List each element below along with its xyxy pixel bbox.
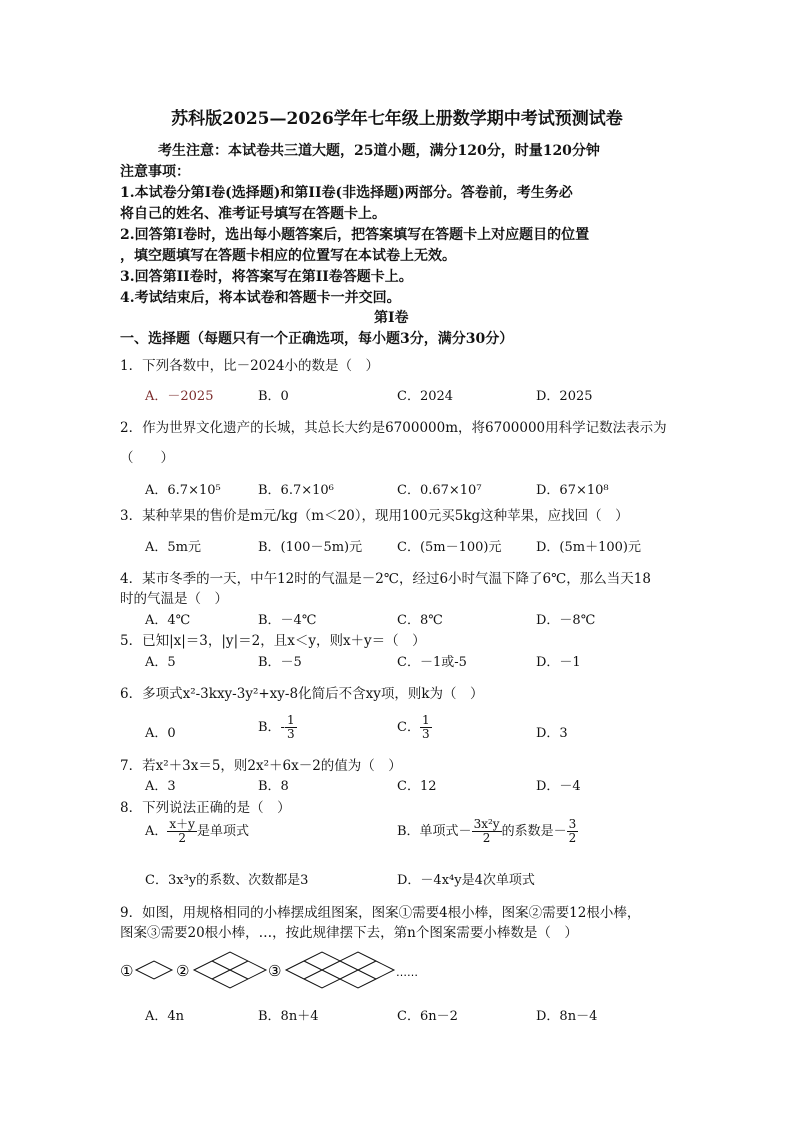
exam-title: 苏科版2025—2026学年七年级上册数学期中考试预测试卷 (171, 109, 623, 129)
q2-option-b: B．6.7×10⁶ (258, 483, 334, 498)
fraction-numerator: 3 (568, 817, 577, 831)
pattern-2 (194, 952, 266, 988)
figure-label-2: ② (176, 962, 190, 980)
q9-option-c: C．6n－2 (397, 1009, 458, 1024)
q7-option-d: D．－4 (536, 779, 581, 794)
q8-option-b (397, 818, 578, 845)
question-2-stem: 2．作为世界文化遗产的长城，其总长大约是6700000m，将6700000用科学记数法表示为 (120, 420, 667, 436)
q8-b-fraction-2 (567, 818, 579, 845)
q6-option-a: A．0 (145, 726, 176, 741)
fraction-denominator: 3 (286, 727, 295, 741)
question-4-stem-cont: 时的气温是（ ） (120, 591, 228, 607)
stick-pattern-figure (120, 948, 430, 994)
q4-option-b: B．－4℃ (258, 613, 317, 628)
q7-option-b: B．8 (258, 779, 289, 794)
q6-option-b (258, 714, 297, 741)
q8-b-text: 的系数是－ (501, 824, 567, 839)
fraction-denominator: 2 (178, 831, 186, 845)
q6-option-b-fraction (285, 714, 297, 741)
q5-option-d: D．－1 (536, 655, 581, 670)
q8-option-a (145, 818, 249, 845)
q6-option-c (397, 714, 432, 741)
q2-option-d: D．67×10⁸ (536, 483, 609, 498)
q9-option-a: A．4n (145, 1009, 185, 1024)
pattern-1 (136, 961, 172, 979)
q8-b-fraction (472, 818, 502, 845)
q3-option-a: A．5m元 (145, 540, 201, 555)
question-7-stem: 7．若x²＋3x＝5，则2x²＋6x－2的值为（ ） (120, 758, 402, 774)
section-heading: 一、选择题（每题只有一个正确选项，每小题3分，满分30分） (120, 331, 514, 347)
q9-option-b: B．8n＋4 (258, 1009, 319, 1024)
question-9-stem: 9．如图，用规格相同的小棒摆成组图案，图案①需要4根小棒，图案②需要12根小棒， (120, 905, 641, 921)
fraction-numerator: 3x²y (473, 817, 500, 831)
fraction-numerator: 1 (286, 713, 295, 727)
fraction-denominator: 2 (482, 831, 491, 845)
q4-option-a: A．4℃ (145, 613, 191, 628)
fraction-numerator: 1 (421, 713, 430, 727)
q4-option-c: C．8℃ (397, 613, 443, 628)
question-6-stem: 6．多项式x²-3kxy-3y²+xy-8化简后不含xy项，则k为（ ） (120, 686, 484, 702)
q8-option-c: C．3x³y的系数、次数都是3 (145, 873, 309, 888)
q8-a-fraction (167, 818, 197, 845)
fraction-denominator: 2 (568, 831, 577, 845)
q1-option-a: A．－2025 (145, 389, 214, 404)
pattern-3 (286, 952, 394, 988)
part-heading: 第Ⅰ卷 (374, 310, 409, 326)
q8-a-label: A． (145, 824, 168, 839)
notice-item-2b: ，填空题填写在答题卡相应的位置写在本试卷上无效。 (120, 248, 456, 264)
question-2-stem-cont: （ ） (120, 450, 174, 466)
notice-item-4: 4.考试结束后，将本试卷和答题卡一并交回。 (120, 290, 401, 306)
notice-item-1b: 将自己的姓名、准考证号填写在答题卡上。 (120, 206, 386, 222)
question-5-stem: 5．已知|x|＝3，|y|＝2，且x＜y，则x＋y＝（ ） (120, 633, 426, 649)
question-8-stem: 8．下列说法正确的是（ ） (120, 800, 291, 816)
q5-option-c: C．－1或-5 (397, 655, 467, 670)
notice-line: 考生注意：本试卷共三道大题，25道小题，满分120分，时量120分钟 (158, 143, 600, 159)
q2-option-a: A．6.7×10⁵ (145, 483, 221, 498)
notice-item-2a: 2.回答第Ⅰ卷时，选出每小题答案后，把答案填写在答题卡上对应题目的位置 (120, 227, 590, 243)
notice-heading: 注意事项： (120, 164, 190, 180)
question-4-stem: 4．某市冬季的一天，中午12时的气温是－2℃，经过6小时气温下降了6℃，那么当天18 (120, 571, 651, 587)
q3-option-b: B．(100－5m)元 (258, 540, 363, 555)
q6-option-d: D．3 (536, 726, 568, 741)
q6-option-c-label: C． (397, 720, 420, 735)
fraction-numerator: x＋y (169, 817, 195, 831)
q1-option-c: C．2024 (397, 389, 454, 404)
q3-option-c: C．(5m－100)元 (397, 540, 502, 555)
fraction-denominator: 3 (421, 727, 430, 741)
q5-option-b: B．－5 (258, 655, 302, 670)
q3-option-d: D．(5m＋100)元 (536, 540, 641, 555)
q7-option-a: A．3 (145, 779, 176, 794)
question-9-stem-cont: 图案③需要20根小棒，…，按此规律摆下去，第n个图案需要小棒数是（ ） (120, 925, 578, 941)
figure-label-3: ③ (268, 962, 282, 980)
q7-option-c: C．12 (397, 779, 437, 794)
figure-label-1: ① (120, 962, 134, 980)
q1-option-b: B．0 (258, 389, 289, 404)
q5-option-a: A．5 (145, 655, 176, 670)
q4-option-d: D．－8℃ (536, 613, 596, 628)
q2-option-c: C．0.67×10⁷ (397, 483, 482, 498)
question-1-stem: 1．下列各数中，比－2024小的数是（ ） (120, 358, 379, 374)
question-3-stem: 3．某种苹果的售价是m元/kg（m＜20），现用100元买5kg这种苹果，应找回（ ） (120, 508, 629, 524)
figure-ellipsis: …… (396, 966, 418, 979)
q8-b-label: B．单项式－ (397, 824, 472, 839)
q6-option-b-label: B．- (258, 720, 285, 735)
q1-option-d: D．2025 (536, 389, 593, 404)
q8-option-d: D．－4x⁴y是4次单项式 (397, 873, 535, 888)
q9-option-d: D．8n－4 (536, 1009, 598, 1024)
notice-item-1a: 1.本试卷分第Ⅰ卷(选择题)和第II卷(非选择题)两部分。答卷前，考生务必 (120, 185, 573, 201)
q8-a-text: 是单项式 (196, 824, 249, 839)
notice-item-3: 3.回答第II卷时，将答案写在第II卷答题卡上。 (120, 269, 413, 285)
q6-option-c-fraction (420, 714, 432, 741)
